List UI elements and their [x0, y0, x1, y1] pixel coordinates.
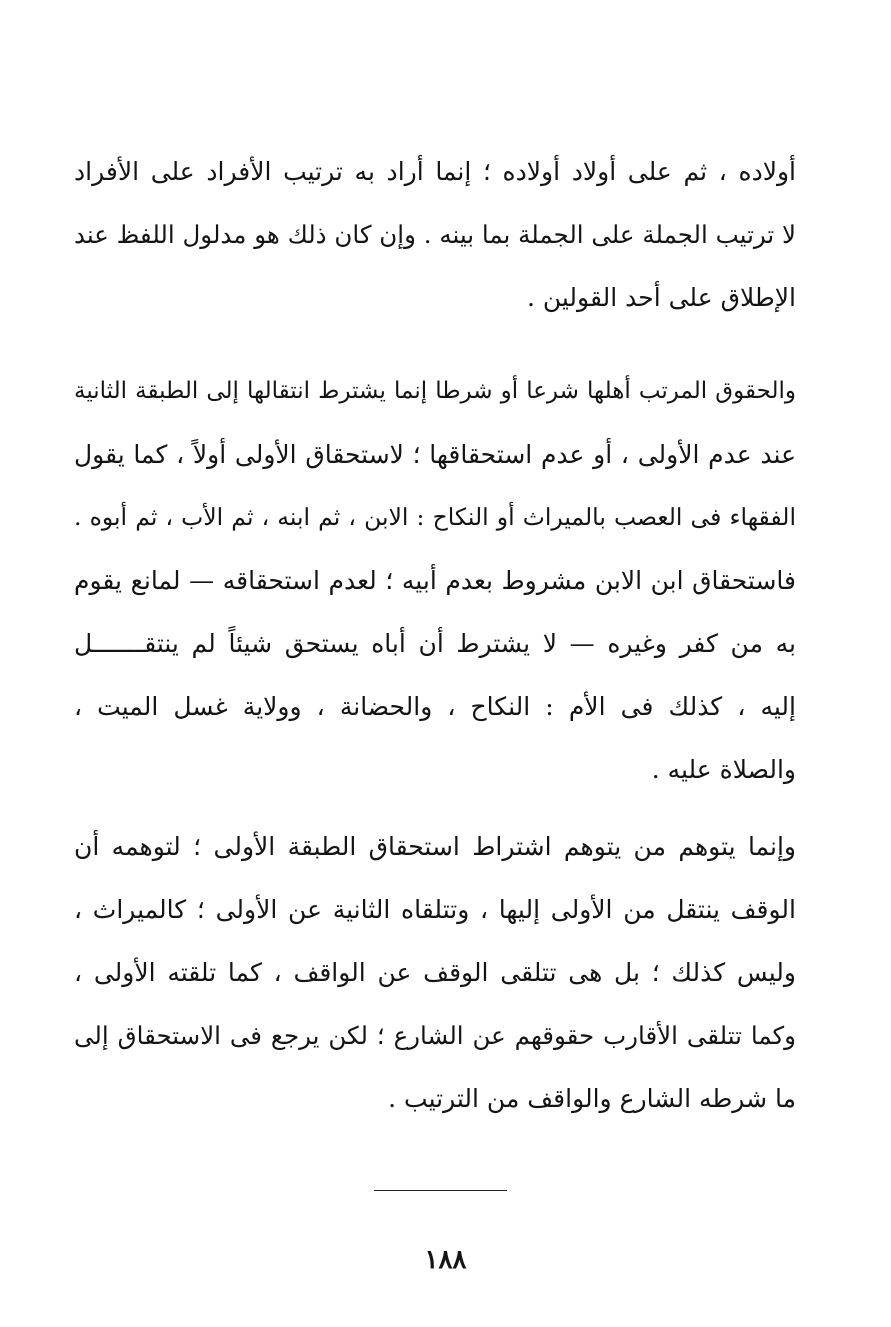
text-line: لا ترتيب الجملة على الجملة بما بينه . وإن كان ذلك هو مدلول اللفظ عند [74, 220, 796, 249]
paragraph-1 [74, 140, 796, 329]
text-line: الفقهاء فى العصب بالميراث أو النكاح : الابن ، ثم ابنه ، ثم الأب ، ثم أبوه . [74, 503, 796, 531]
text-line: فاستحقاق ابن الابن مشروط بعدم أبيه ؛ لعدم استحقاقه — لمانع يقوم [74, 566, 796, 595]
text-line: وإنما يتوهم من يتوهم اشتراط استحقاق الطبقة الأولى ؛ لتوهمه أن [74, 832, 796, 861]
text-line: وليس كذلك ؛ بل هى تتلقى الوقف عن الواقف ، كما تلقته الأولى ، [74, 958, 796, 987]
paragraph-2 [74, 360, 796, 801]
text-line: به من كفر وغيره — لا يشترط أن أباه يستحق شيئاً لم ينتقـــــــل [74, 629, 796, 658]
page-number: ١٨٨ [424, 1245, 467, 1275]
text-line: والحقوق المرتب أهلها شرعا أو شرطا إنما يشترط انتقالها إلى الطبقة الثانية [74, 378, 796, 404]
footer-divider [374, 1190, 507, 1191]
paragraph-3 [74, 815, 796, 1130]
text-line: والصلاة عليه . [651, 755, 796, 784]
text-line: الوقف ينتقل من الأولى إليها ، وتتلقاه الثانية عن الأولى ؛ كالميراث ، [74, 895, 796, 924]
text-line: أولاده ، ثم على أولاد أولاده ؛ إنما أراد به ترتيب الأفراد على الأفراد [74, 157, 796, 186]
text-line: عند عدم الأولى ، أو عدم استحقاقها ؛ لاستحقاق الأولى أولاً ، كما يقول [74, 440, 796, 469]
text-line: ما شرطه الشارع والواقف من الترتيب . [388, 1084, 796, 1113]
text-line: إليه ، كذلك فى الأم : النكاح ، والحضانة ، وولاية غسل الميت ، [74, 692, 796, 721]
text-line: وكما تتلقى الأقارب حقوقهم عن الشارع ؛ لكن يرجع فى الاستحقاق إلى [74, 1021, 796, 1050]
text-line: الإطلاق على أحد القولين . [526, 283, 796, 312]
